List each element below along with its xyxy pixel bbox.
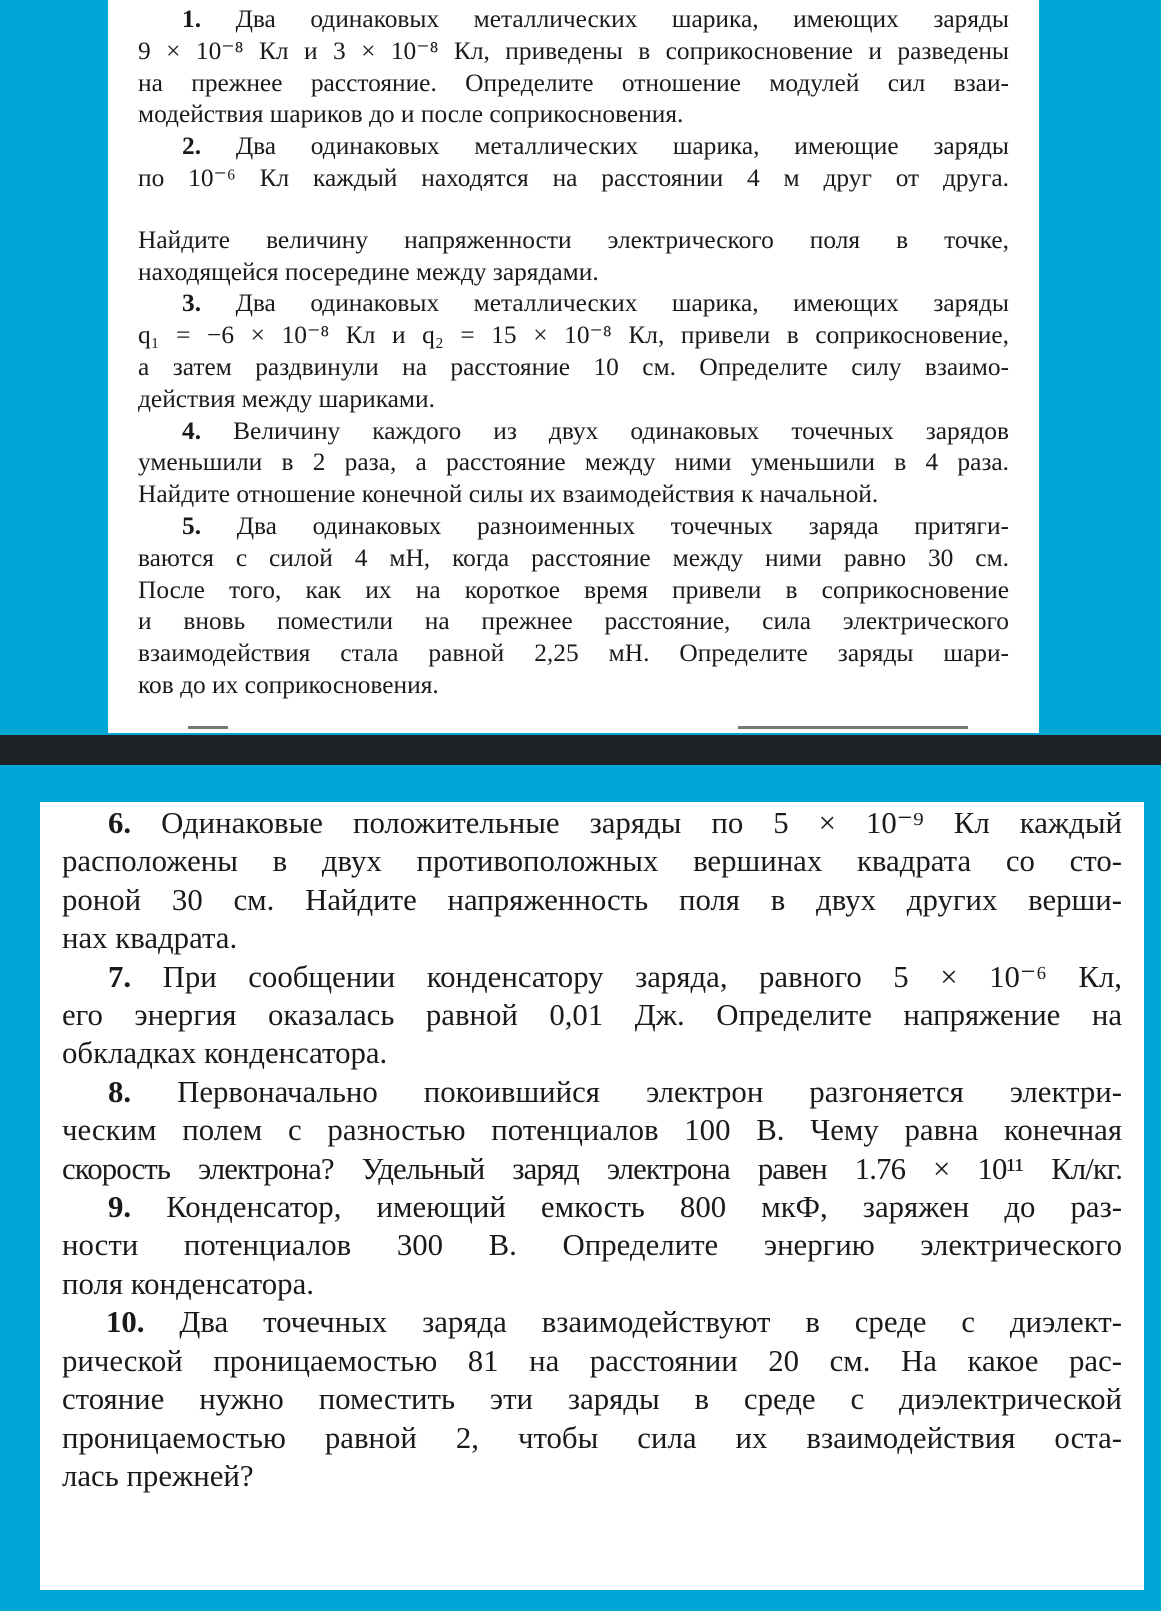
problem-10-number: 10. xyxy=(106,1305,145,1340)
problem-6-line-4: нах квадрата. xyxy=(62,921,238,956)
problem-9-number: 9. xyxy=(108,1190,132,1225)
problem-9-line-1: 9. Конденсатор, имеющий емкость 800 мкФ, заряжен до раз- xyxy=(108,1190,1122,1225)
problem-9-line-3: поля конденсатора. xyxy=(62,1266,314,1301)
problem-6-number: 6. xyxy=(108,806,132,840)
problem-5-line-4: и вновь поместили на прежнее расстояние, сила электрического xyxy=(138,607,1009,636)
problem-2-line-4: находящейся посередине между зарядами. xyxy=(138,257,599,286)
problem-1-line-3: на прежнее расстояние. Определите отношение модулей сил взаи- xyxy=(138,68,1009,97)
problem-2-line-2: по 10⁻⁶ Кл каждый находятся на расстоянии 4 м друг от друга. xyxy=(138,163,1009,192)
problem-10-line-2: рической проницаемостью 81 на расстоянии 20 см. На какое рас- xyxy=(62,1343,1122,1378)
problem-4-line-3: Найдите отношение конечной силы их взаимодействия к начальной. xyxy=(138,480,879,509)
problem-4-line-2: уменьшили в 2 раза, а расстояние между ними уменьшили в 4 раза. xyxy=(138,448,1009,477)
problem-3-line-4: действия между шариками. xyxy=(138,384,435,413)
problem-6-line-2: расположены в двух противоположных вершинах квадрата со сто- xyxy=(62,844,1122,879)
problem-6-line-1: 6. Одинаковые положительные заряды по 5 × 10⁻⁹ Кл каждый xyxy=(108,806,1123,840)
problem-4-number: 4. xyxy=(182,416,202,445)
problem-1-number: 1. xyxy=(182,5,202,33)
problem-10-line-4: проницаемостью равной 2, чтобы сила их взаимодействия оста- xyxy=(62,1420,1122,1455)
cut-off-text-fragment xyxy=(738,726,968,729)
page-gap xyxy=(138,195,1009,225)
problem-7-number: 7. xyxy=(108,959,132,994)
problem-5-line-5: взаимодействия стала равной 2,25 мН. Определите заряды шари- xyxy=(138,639,1009,668)
problem-7-line-1: 7. При сообщении конденсатору заряда, равного 5 × 10⁻⁶ Кл, xyxy=(108,959,1122,994)
bottom-page-panel xyxy=(40,802,1144,1590)
problem-6-line-3: роной 30 см. Найдите напряженность поля в двух других верши- xyxy=(62,882,1122,917)
problem-8-line-1: 8. Первоначально покоившийся электрон разгоняется электри- xyxy=(108,1074,1122,1109)
problem-10-line-5: лась прежней? xyxy=(62,1458,254,1493)
problem-8-line-3: скорость электрона? Удельный заряд электрона равен 1.76 × 10¹¹ Кл/кг. xyxy=(62,1151,1122,1186)
problem-3-number: 3. xyxy=(182,289,202,318)
problem-2-line-1: 2. Два одинаковых металлических шарика, имеющие заряды xyxy=(182,132,1009,161)
problem-5-number: 5. xyxy=(182,511,202,540)
problem-1-line-2: 9 × 10⁻⁸ Кл и 3 × 10⁻⁸ Кл, приведены в соприкосновение и разведены xyxy=(138,36,1009,65)
problem-3-line-2: q₁ = −6 × 10⁻⁸ Кл и q₂ = 15 × 10⁻⁸ Кл, привели в соприкосновение, xyxy=(138,321,1009,350)
problem-3-line-1: 3. Два одинаковых металлических шарика, имеющих заряды xyxy=(182,289,1009,318)
problem-2-number: 2. xyxy=(182,132,202,161)
cut-off-text-fragment xyxy=(188,726,228,729)
problem-10-line-1: 10. Два точечных заряда взаимодействуют в среде с диэлект- xyxy=(106,1305,1122,1340)
problem-5-line-6: ков до их соприкосновения. xyxy=(138,670,439,699)
problem-1-line-4: модействия шариков до и после соприкосновения. xyxy=(138,100,684,129)
problem-10-line-3: стояние нужно поместить эти заряды в среде с диэлектрической xyxy=(62,1382,1122,1417)
problem-5-line-1: 5. Два одинаковых разноименных точечных заряда притяги- xyxy=(182,511,1009,540)
problem-4-line-1: 4. Величину каждого из двух одинаковых точечных зарядов xyxy=(182,416,1009,445)
problem-7-line-3: обкладках конденсатора. xyxy=(62,1036,388,1071)
top-page-panel xyxy=(108,0,1039,733)
problem-3-line-3: а затем раздвинули на расстояние 10 см. Определите силу взаимо- xyxy=(138,352,1009,381)
problem-7-line-2: его энергия оказалась равной 0,01 Дж. Определите напряжение на xyxy=(62,998,1122,1033)
problem-9-line-2: ности потенциалов 300 В. Определите энергию электрического xyxy=(62,1228,1122,1263)
problem-8-number: 8. xyxy=(108,1074,132,1109)
problem-8-line-2: ческим полем с разностью потенциалов 100 В. Чему равна конечная xyxy=(62,1113,1122,1148)
problem-1-line-1: 1. Два одинаковых металлических шарика, имеющих заряды xyxy=(182,5,1009,33)
problem-5-line-3: После того, как их на короткое время привели в соприкосновение xyxy=(138,575,1009,604)
problem-5-line-2: ваются с силой 4 мН, когда расстояние между ними равно 30 см. xyxy=(138,543,1009,572)
problem-2-line-3: Найдите величину напряженности электрического поля в точке, xyxy=(138,225,1009,254)
screenshot-divider xyxy=(0,735,1161,765)
